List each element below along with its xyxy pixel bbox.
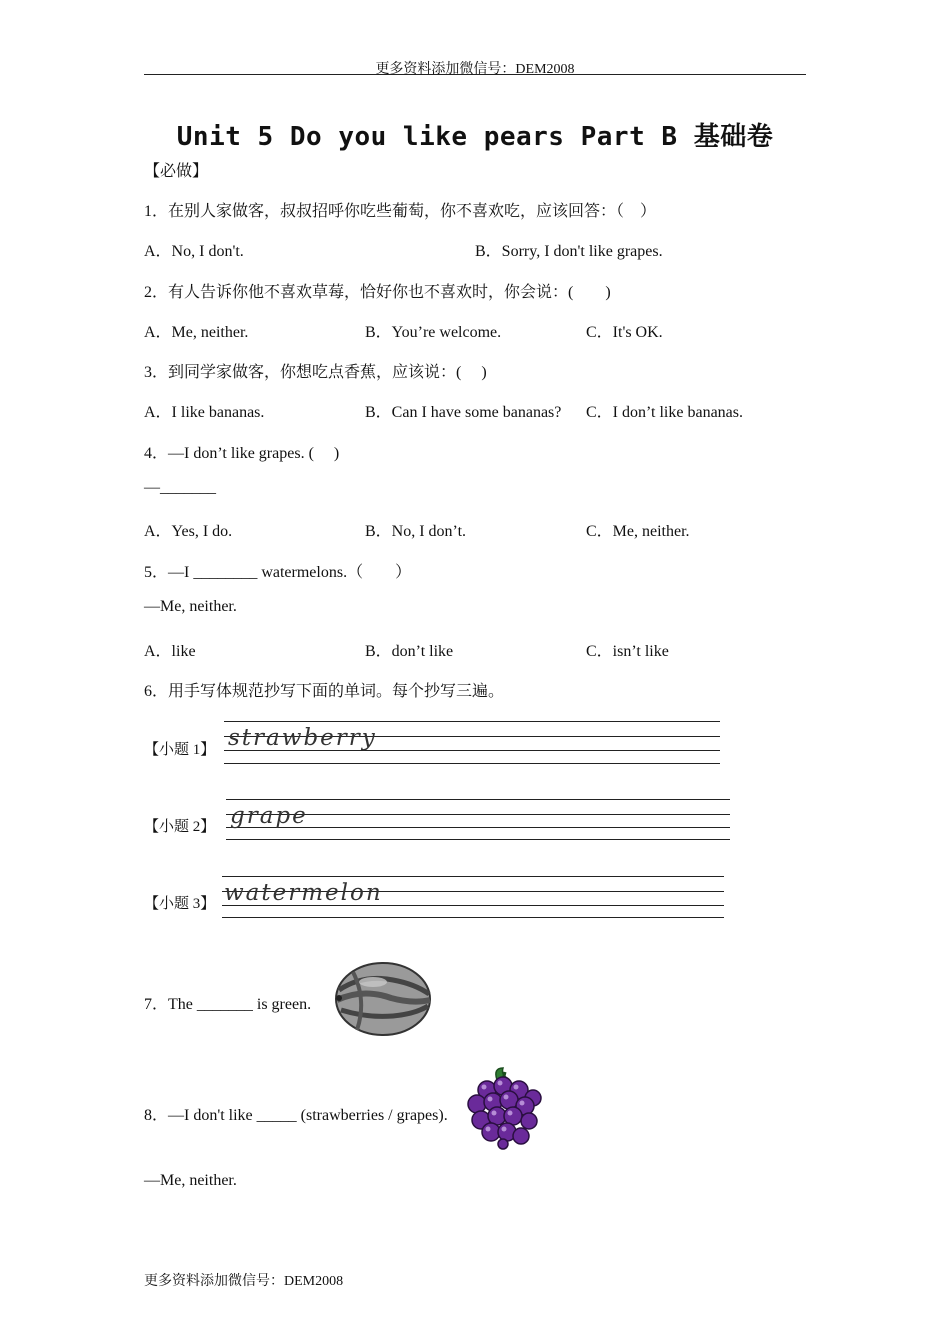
watermelon-image <box>333 960 433 1038</box>
section-label: 【必做】 <box>144 163 209 180</box>
q3-option-c: C．I don’t like bananas. <box>586 404 744 421</box>
page-title: Unit 5 Do you like pears Part B 基础卷 <box>176 122 774 152</box>
question-3-stem: 3．到同学家做客，你想吃点香蕉，应该说：( ) <box>144 364 487 381</box>
q5-option-b: B．don’t like <box>365 643 454 660</box>
q3-option-a: A．I like bananas. <box>144 404 265 421</box>
copy-item-2-label: 【小题 2】 <box>144 819 216 835</box>
grapes-image <box>463 1066 545 1150</box>
q5-option-a: A．like <box>144 643 196 660</box>
copy-item-3-word: watermelon <box>224 880 383 906</box>
copy-item-2-word: grape <box>230 803 308 829</box>
q4-option-c: C．Me, neither. <box>586 523 690 540</box>
q5-answer-line: —Me, neither. <box>144 598 237 615</box>
question-5-stem: 5．—I ________ watermelons.（ ） <box>144 564 412 581</box>
q2-option-b: B．You’re welcome. <box>365 324 502 341</box>
question-1-stem: 1．在别人家做客，叔叔招呼你吃些葡萄，你不喜欢吃，应该回答：（ ） <box>144 203 657 220</box>
q3-option-b: B．Can I have some bananas? <box>365 404 562 421</box>
question-2-stem: 2．有人告诉你他不喜欢草莓，恰好你也不喜欢时，你会说：( ) <box>144 284 611 301</box>
header-rule <box>144 74 806 75</box>
q1-option-a: A．No, I don't. <box>144 243 244 260</box>
question-8-text: 8．—I don't like _____ (strawberries / grapes). <box>144 1107 448 1124</box>
q2-option-c: C．It's OK. <box>586 324 663 341</box>
question-6-stem: 6．用手写体规范抄写下面的单词。每个抄写三遍。 <box>144 683 505 700</box>
page-footer: 更多资料添加微信号：DEM2008 <box>144 1274 344 1289</box>
q2-option-a: A．Me, neither. <box>144 324 249 341</box>
copy-item-3-label: 【小题 3】 <box>144 896 216 912</box>
q5-option-c: C．isn’t like <box>586 643 669 660</box>
q4-option-b: B．No, I don’t. <box>365 523 467 540</box>
page-header: 更多资料添加微信号：DEM2008 <box>375 62 575 77</box>
q4-option-a: A．Yes, I do. <box>144 523 233 540</box>
question-7-text: 7．The _______ is green. <box>144 996 312 1013</box>
copy-item-1-word: strawberry <box>228 725 377 751</box>
question-4-stem: 4．—I don’t like grapes. ( ) <box>144 445 340 462</box>
q8-reply: —Me, neither. <box>144 1172 237 1189</box>
copy-item-1-label: 【小题 1】 <box>144 742 216 758</box>
q1-option-b: B．Sorry, I don't like grapes. <box>475 243 663 260</box>
q4-answer-line: —_______ <box>144 479 216 496</box>
